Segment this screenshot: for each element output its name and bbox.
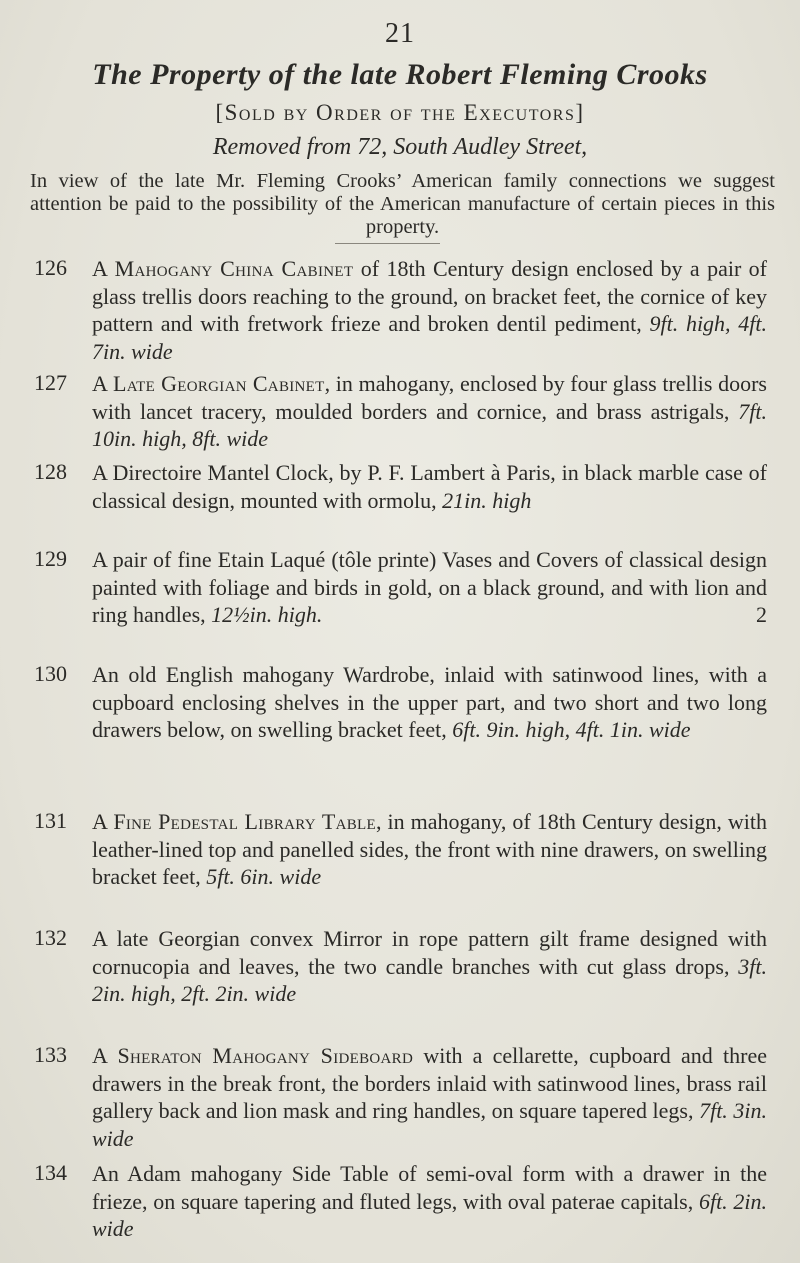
page-title: The Property of the late Robert Fleming Crooks xyxy=(92,58,708,91)
lot-text: of 18th Century design enclosed by a pair of glass trellis doors reaching to the ground, on bracket feet, the cornice of key pattern and with fretwork frieze and broken dentil pediment, xyxy=(92,256,768,336)
divider-rule xyxy=(335,243,440,244)
lot-description xyxy=(92,255,767,365)
lot-number: 128 xyxy=(34,459,67,484)
lot-text: An Adam mahogany Side Table of semi-oval form with a drawer in the frieze, on square tapering and fluted legs, with oval paterae capitals, xyxy=(92,1161,767,1214)
lot-dimensions: 6ft. 9in. high, 4ft. 1in. wide xyxy=(452,717,691,742)
sold-by-notice: [Sold by Order of the Executors] xyxy=(215,100,585,125)
lot-text: , in mahogany, of 18th Century design, with leather-lined top and panelled sides, the front with nine drawers, on swelling bracket feet, xyxy=(92,809,767,889)
lot-text: with a cellarette, cupboard and three drawers in the break front, the borders inlaid with satinwood lines, brass rail gallery back and lion mask and ring handles, on square tapered legs, xyxy=(92,1043,767,1123)
lot-dimensions: 3ft. 2in. high, 2ft. 2in. wide xyxy=(92,953,767,1006)
lot-description xyxy=(92,1042,767,1152)
lot-dimensions: 12½in. high. xyxy=(211,602,323,627)
lot-number: 133 xyxy=(34,1042,67,1067)
lot-text: A Directoire Mantel Clock, by P. F. Lambert à Paris, in black marble case of classical design, mounted with ormolu, xyxy=(92,460,767,513)
lot-description xyxy=(92,808,767,891)
removed-from-address: Removed from 72, South Audley Street, xyxy=(212,134,588,160)
lot-description xyxy=(92,661,767,744)
lot-number: 134 xyxy=(34,1160,67,1185)
lot-description xyxy=(92,370,767,453)
lot-number: 127 xyxy=(34,370,67,395)
lot-description xyxy=(92,1160,767,1243)
lot-text: A late Georgian convex Mirror in rope pattern gilt frame designed with cornucopia and leaves, the two candle branches with cut glass drops, xyxy=(92,926,767,979)
lot-text: , in mahogany, enclosed by four glass trellis doors with lancet tracery, moulded borders and cornice, and brass astrigals, xyxy=(92,371,767,424)
lot-number: 130 xyxy=(34,661,67,686)
lot-number: 126 xyxy=(34,255,67,280)
lot-margin-note: 2 xyxy=(756,602,767,627)
lot-dimensions: 7ft. 10in. high, 8ft. wide xyxy=(92,398,767,451)
lot-dimensions: 7ft. 3in. wide xyxy=(92,1098,768,1151)
lot-description xyxy=(92,546,767,629)
lot-lead: A Sheraton Mahogany Sideboard xyxy=(92,1043,414,1068)
lot-lead: A Mahogany China Cabinet xyxy=(92,256,354,281)
lot-dimensions: 21in. high xyxy=(442,487,532,513)
lot-number: 132 xyxy=(34,925,67,950)
lot-number: 131 xyxy=(34,808,67,833)
lot-lead: A Late Georgian Cabinet xyxy=(92,371,325,396)
lot-dimensions: 9ft. high, 4ft. 7in. wide xyxy=(92,311,767,364)
lot-text: An old English mahogany Wardrobe, inlaid with satinwood lines, with a cupboard enclosing shelves in the upper part, and two short and two long drawers below, on swelling bracket feet, xyxy=(92,662,767,742)
lot-description xyxy=(92,459,767,514)
lot-description xyxy=(92,925,767,1008)
lot-text: A pair of fine Etain Laqué (tôle printe) Vases and Covers of classical design painted with foliage and birds in gold, on a black ground, and with lion and ring handles, xyxy=(92,547,767,627)
lot-number: 129 xyxy=(34,546,67,571)
intro-paragraph: In view of the late Mr. Fleming Crooks’ American family connections we suggest attention be paid to the possibility of the American manufacture of certain pieces in this property. xyxy=(30,170,775,238)
lot-dimensions: 6ft. 2in. wide xyxy=(92,1188,767,1241)
page-number: 21 xyxy=(385,18,415,49)
lot-dimensions: 5ft. 6in. wide xyxy=(206,864,322,889)
lot-lead: A Fine Pedestal Library Table xyxy=(92,809,376,834)
